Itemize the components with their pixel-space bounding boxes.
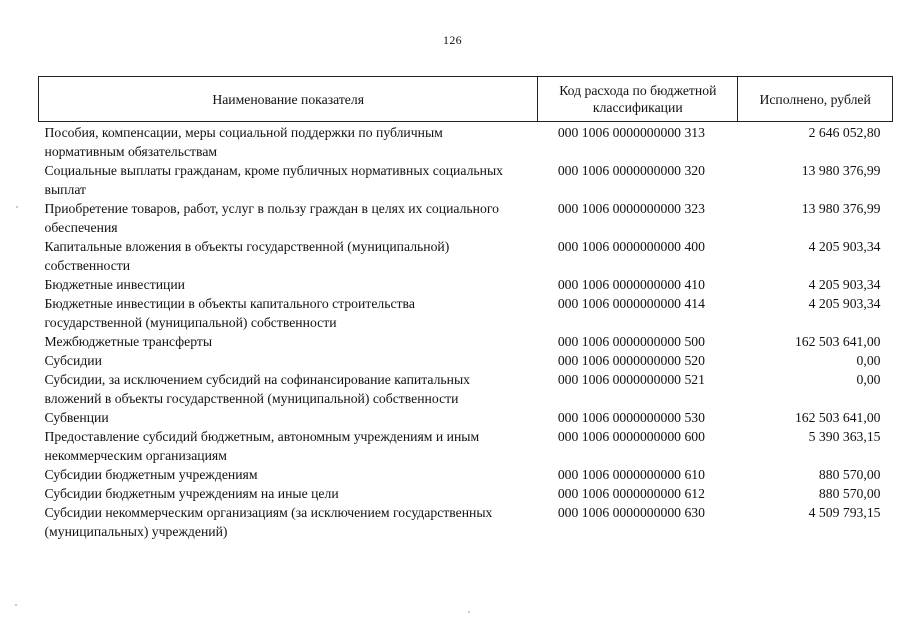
row-code: 000 1006 0000000000 400 bbox=[557, 239, 705, 254]
table-row bbox=[39, 122, 893, 162]
row-code: 000 1006 0000000000 630 bbox=[557, 505, 705, 520]
row-name: Субсидии бюджетным учреждениям на иные цели bbox=[44, 486, 339, 501]
row-amount: 162 503 641,00 bbox=[794, 410, 881, 425]
row-amount: 5 390 363,15 bbox=[808, 429, 881, 444]
scan-speck bbox=[15, 604, 17, 606]
table-row bbox=[39, 275, 893, 294]
row-amount: 4 509 793,15 bbox=[808, 505, 881, 520]
row-code: 000 1006 0000000000 414 bbox=[557, 296, 705, 311]
table-row bbox=[39, 199, 893, 237]
row-name: Пособия, компенсации, меры социальной поддержки по публичным нормативным обязательствам bbox=[44, 125, 443, 159]
row-amount: 880 570,00 bbox=[818, 486, 881, 501]
page-number: 126 bbox=[443, 33, 462, 47]
header-row bbox=[39, 77, 893, 122]
row-code: 000 1006 0000000000 323 bbox=[557, 201, 705, 216]
table-row bbox=[39, 503, 893, 541]
row-code: 000 1006 0000000000 500 bbox=[557, 334, 705, 349]
row-amount: 13 980 376,99 bbox=[801, 163, 881, 178]
header-executed: Исполнено, рублей bbox=[738, 77, 893, 122]
row-code: 000 1006 0000000000 610 bbox=[557, 467, 705, 482]
row-code: 000 1006 0000000000 410 bbox=[557, 277, 705, 292]
row-amount: 13 980 376,99 bbox=[801, 201, 881, 216]
row-amount: 4 205 903,34 bbox=[808, 277, 881, 292]
table-row bbox=[39, 351, 893, 370]
row-name: Субсидии, за исключением субсидий на софинансирование капитальных вложений в объекты государственной (муниципальной) собственности bbox=[44, 372, 471, 406]
row-name: Предоставление субсидий бюджетным, автономным учреждениям и иным некоммерческим организациям bbox=[44, 429, 480, 463]
row-name: Межбюджетные трансферты bbox=[44, 334, 213, 349]
header-code: Код расхода по бюджетной классификации bbox=[538, 77, 738, 122]
row-name: Субсидии bbox=[44, 353, 102, 368]
row-amount: 162 503 641,00 bbox=[794, 334, 881, 349]
table-header bbox=[39, 77, 893, 122]
expenditure-table bbox=[38, 76, 893, 541]
row-code: 000 1006 0000000000 313 bbox=[557, 125, 705, 140]
row-name: Социальные выплаты гражданам, кроме публичных нормативных социальных выплат bbox=[44, 163, 504, 197]
row-name: Бюджетные инвестиции в объекты капитального строительства государственной (муниципальной) собственности bbox=[44, 296, 415, 330]
table-row bbox=[39, 408, 893, 427]
row-amount: 4 205 903,34 bbox=[808, 239, 881, 254]
table-row bbox=[39, 427, 893, 465]
row-code: 000 1006 0000000000 600 bbox=[557, 429, 705, 444]
table-row bbox=[39, 465, 893, 484]
row-name: Субвенции bbox=[44, 410, 109, 425]
table-row bbox=[39, 237, 893, 275]
table-row bbox=[39, 370, 893, 408]
row-code: 000 1006 0000000000 521 bbox=[557, 372, 705, 387]
table-row bbox=[39, 484, 893, 503]
scan-speck bbox=[468, 611, 470, 613]
row-name: Приобретение товаров, работ, услуг в пользу граждан в целях их социального обеспечения bbox=[44, 201, 499, 235]
row-name: Субсидии некоммерческим организациям (за исключением государственных (муниципальных) учреждений) bbox=[44, 505, 493, 539]
row-amount: 4 205 903,34 bbox=[808, 296, 881, 311]
table-row bbox=[39, 161, 893, 199]
row-code: 000 1006 0000000000 530 bbox=[557, 410, 705, 425]
row-amount: 0,00 bbox=[856, 353, 881, 368]
row-amount: 880 570,00 bbox=[818, 467, 881, 482]
row-amount: 0,00 bbox=[856, 372, 881, 387]
row-code: 000 1006 0000000000 520 bbox=[557, 353, 705, 368]
row-code: 000 1006 0000000000 320 bbox=[557, 163, 705, 178]
row-name: Бюджетные инвестиции bbox=[44, 277, 186, 292]
table-row bbox=[39, 332, 893, 351]
scan-speck bbox=[16, 206, 18, 208]
header-name: Наименование показателя bbox=[39, 77, 538, 122]
row-code: 000 1006 0000000000 612 bbox=[557, 486, 705, 501]
table-row bbox=[39, 294, 893, 332]
table-body bbox=[39, 122, 893, 542]
row-name: Субсидии бюджетным учреждениям bbox=[44, 467, 258, 482]
row-amount: 2 646 052,80 bbox=[808, 125, 881, 140]
row-name: Капитальные вложения в объекты государственной (муниципальной) собственности bbox=[44, 239, 450, 273]
